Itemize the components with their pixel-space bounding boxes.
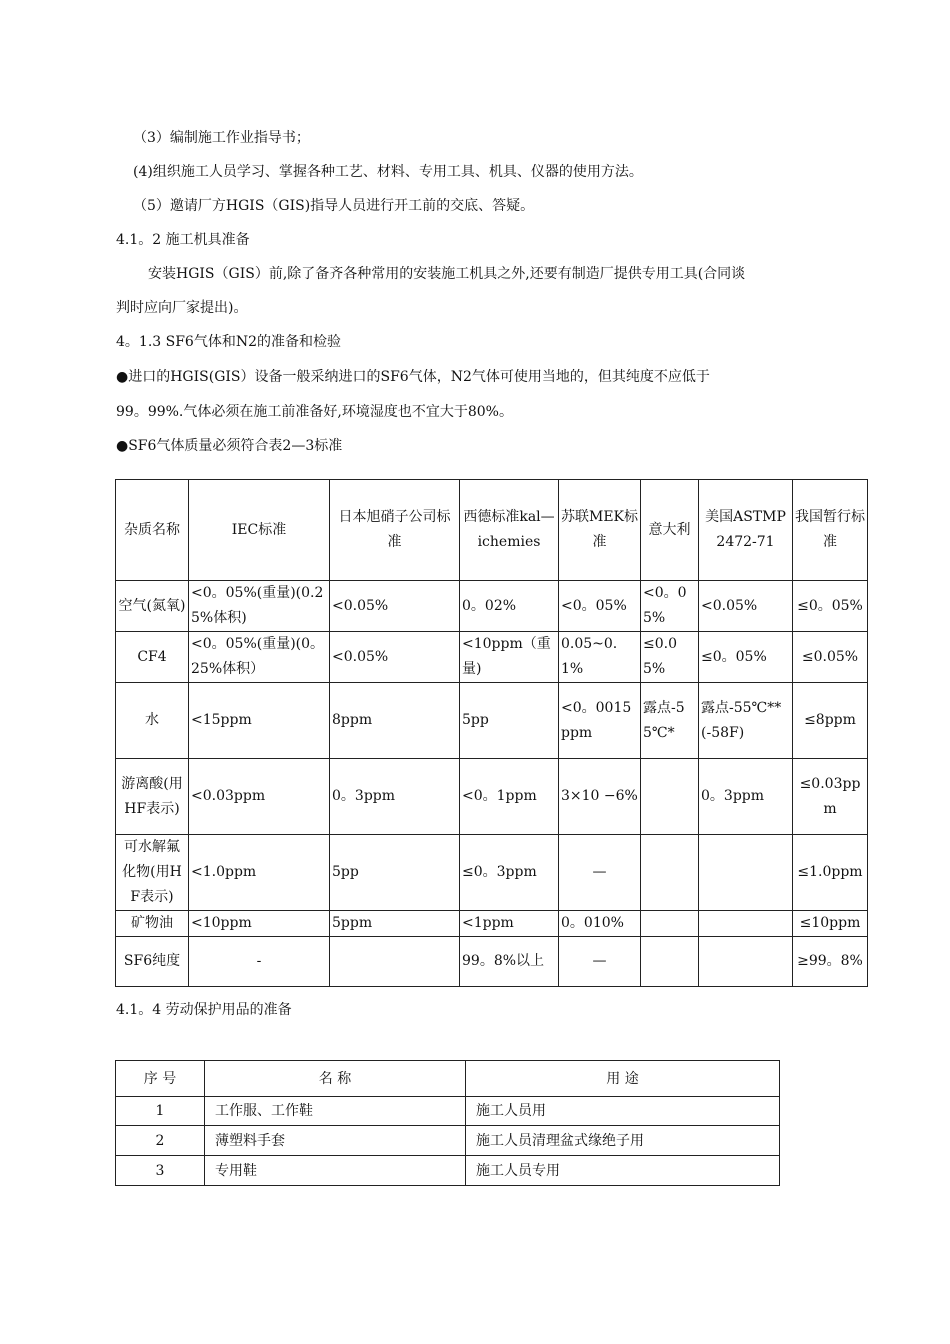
para-item-3: （3）编制施工作业指导书； <box>133 130 310 146</box>
table-cell: ≤0。05% <box>699 632 793 683</box>
table-row <box>116 911 868 937</box>
bullet-1-line2: 99。99%.气体必须在施工前准备好,环境湿度也不宜大于80%。 <box>116 404 513 420</box>
table-cell: — <box>559 937 641 987</box>
table-cell: 工作服、工作鞋 <box>205 1097 466 1126</box>
table-cell: <0.05% <box>330 632 460 683</box>
ppe-table <box>115 1060 780 1186</box>
header-ussr-mek: 苏联MEK标准 <box>559 480 641 581</box>
table-cell <box>699 835 793 911</box>
table-cell: ≤0.05% <box>793 632 868 683</box>
table-cell: 3×10 −6% <box>559 759 641 835</box>
table-cell: 露点-55℃**(-58F) <box>699 683 793 759</box>
table-cell: 薄塑料手套 <box>205 1126 466 1156</box>
table-cell: 99。8%以上 <box>460 937 559 987</box>
para-4-1-2-line1: 安装HGIS（GIS）前,除了备齐各种常用的安装施工机具之外,还要有制造厂提供专用工具(合同谈 <box>148 266 746 282</box>
table-cell: 矿物油 <box>116 911 189 937</box>
table-row <box>116 683 868 759</box>
table-cell: 水 <box>116 683 189 759</box>
para-item-5: （5）邀请厂方HGIS（GIS)指导人员进行开工前的交底、答疑。 <box>133 198 535 214</box>
table-cell: <15ppm <box>189 683 330 759</box>
table-row <box>116 759 868 835</box>
table-cell: 露点-55℃* <box>641 683 699 759</box>
table-cell: 2 <box>116 1126 205 1156</box>
table-cell: <0。0015ppm <box>559 683 641 759</box>
table-cell: <0。05% <box>559 581 641 632</box>
header-usa-astm: 美国ASTMP2472-71 <box>699 480 793 581</box>
table-row <box>116 1097 780 1126</box>
table-cell: CF4 <box>116 632 189 683</box>
table-cell: 0。3ppm <box>330 759 460 835</box>
table-cell <box>641 911 699 937</box>
header-iec: IEC标准 <box>189 480 330 581</box>
bullet-1-line1: ●进口的HGIS(GIS）设备一般采纳进口的SF6气体，N2气体可使用当地的，但其纯度不应低于 <box>116 369 710 385</box>
table-cell: 可水解氟化物(用HF表示) <box>116 835 189 911</box>
table-cell: <0.05% <box>699 581 793 632</box>
table-cell: 专用鞋 <box>205 1156 466 1186</box>
sf6-quality-table <box>115 479 868 987</box>
table-cell: <0.03ppm <box>189 759 330 835</box>
table-cell: ≤0。05% <box>793 581 868 632</box>
table-row <box>116 937 868 987</box>
table-cell: ≤0.05% <box>641 632 699 683</box>
table-cell: 施工人员清理盆式缘绝子用 <box>466 1126 780 1156</box>
table-cell <box>641 835 699 911</box>
heading-4-1-2: 4.1。2 施工机具准备 <box>116 232 250 248</box>
heading-4-1-4: 4.1。4 劳动保护用品的准备 <box>116 1002 292 1018</box>
table-cell: 0。02% <box>460 581 559 632</box>
table-cell: 施工人员用 <box>466 1097 780 1126</box>
table-row <box>116 835 868 911</box>
table-row <box>116 1126 780 1156</box>
table-cell: 0。3ppm <box>699 759 793 835</box>
table-cell: 5pp <box>460 683 559 759</box>
table-cell: <1.0ppm <box>189 835 330 911</box>
table-cell: ≥99。8% <box>793 937 868 987</box>
header-impurity: 杂质名称 <box>116 480 189 581</box>
table-cell: 空气(氮氧) <box>116 581 189 632</box>
table-cell: ≤10ppm <box>793 911 868 937</box>
table-cell: 游离酸(用HF表示) <box>116 759 189 835</box>
table-cell: <0.05% <box>330 581 460 632</box>
table-cell: 0。010% <box>559 911 641 937</box>
table-cell: <0。1ppm <box>460 759 559 835</box>
table-cell <box>699 911 793 937</box>
table-cell: ≤8ppm <box>793 683 868 759</box>
header-serial: 序 号 <box>116 1061 205 1097</box>
table-cell: 3 <box>116 1156 205 1186</box>
table-cell: <10ppm（重量) <box>460 632 559 683</box>
table-row <box>116 1156 780 1186</box>
table-cell: <10ppm <box>189 911 330 937</box>
para-item-4: (4)组织施工人员学习、掌握各种工艺、材料、专用工具、机具、仪器的使用方法。 <box>133 164 643 180</box>
header-use: 用 途 <box>466 1061 780 1097</box>
bullet-2: ●SF6气体质量必须符合表2—3标准 <box>116 438 343 454</box>
table-cell <box>699 937 793 987</box>
table-cell: <0。05%(重量)(0。25%体积） <box>189 632 330 683</box>
table-cell: - <box>189 937 330 987</box>
table-cell: ≤0.03ppm <box>793 759 868 835</box>
table-cell: <0。05% <box>641 581 699 632</box>
table-cell: 5pp <box>330 835 460 911</box>
table-cell: ≤0。3ppm <box>460 835 559 911</box>
table-row <box>116 632 868 683</box>
table-cell: 1 <box>116 1097 205 1126</box>
table-cell: 施工人员专用 <box>466 1156 780 1186</box>
table-cell: — <box>559 835 641 911</box>
header-name: 名 称 <box>205 1061 466 1097</box>
table-row <box>116 581 868 632</box>
table-cell: SF6纯度 <box>116 937 189 987</box>
header-china-provisional: 我国暂行标准 <box>793 480 868 581</box>
heading-4-1-3: 4。1.3 SF6气体和N2的准备和检验 <box>116 334 341 350</box>
table-cell <box>641 937 699 987</box>
table-cell: ≤1.0ppm <box>793 835 868 911</box>
table-cell: 5ppm <box>330 911 460 937</box>
table-cell: <1ppm <box>460 911 559 937</box>
table-cell <box>330 937 460 987</box>
header-italy: 意大利 <box>641 480 699 581</box>
header-west-germany: 西德标准kal—ichemies <box>460 480 559 581</box>
table-cell <box>641 759 699 835</box>
table-cell: <0。05%(重量)(0.25%体积) <box>189 581 330 632</box>
table-cell: 8ppm <box>330 683 460 759</box>
para-4-1-2-line2: 判时应向厂家提出)。 <box>116 300 248 316</box>
table-cell: 0.05~0.1% <box>559 632 641 683</box>
header-japan-asahi: 日本旭硝子公司标准 <box>330 480 460 581</box>
